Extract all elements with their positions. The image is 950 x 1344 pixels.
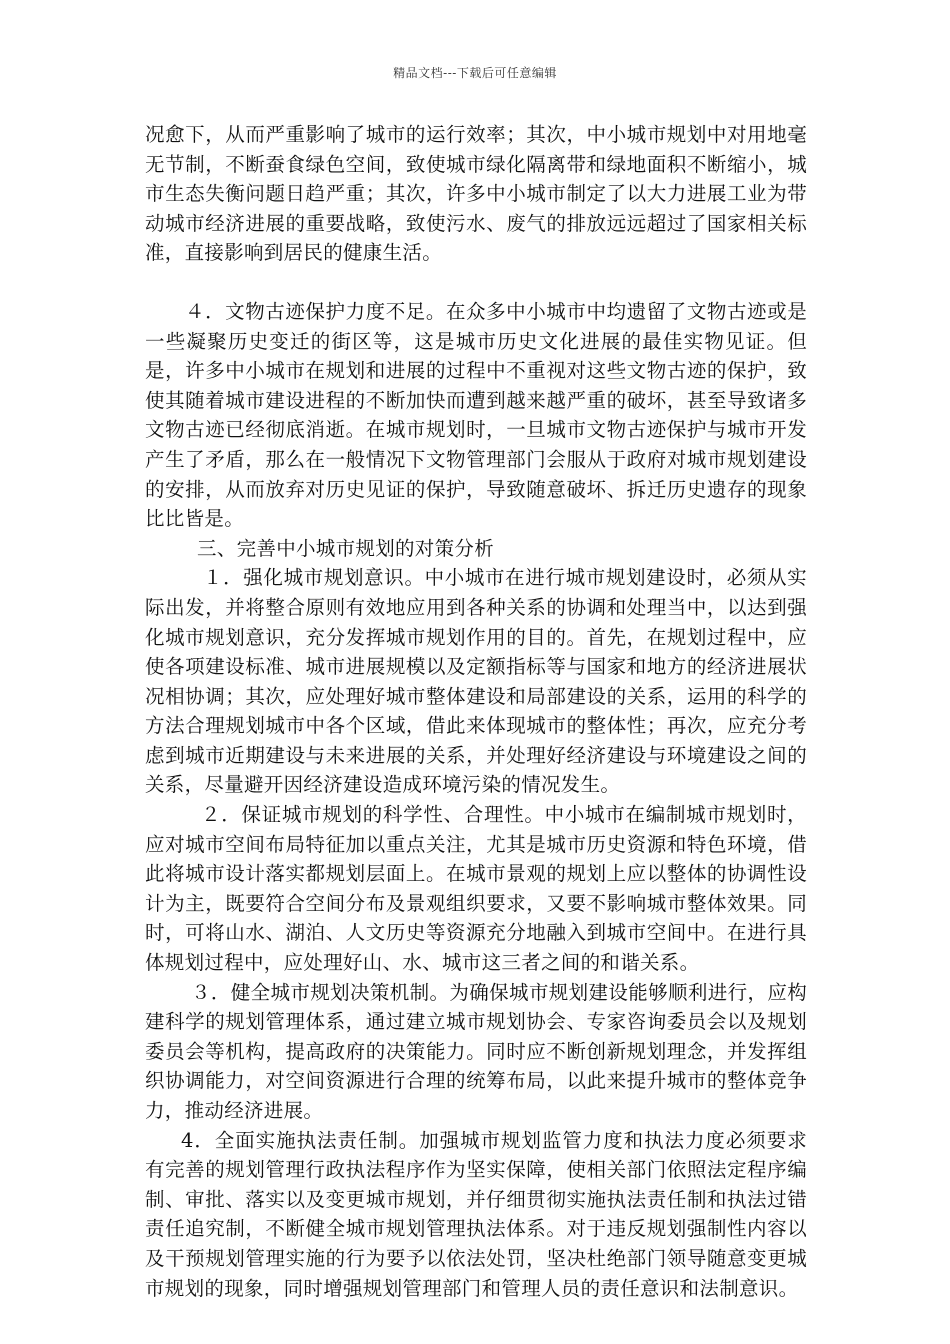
paragraph-countermeasure-4: 4．全面实施执法责任制。加强城市规划监管力度和执法力度必须要求有完善的规划管理行政执法程序作为坚实保障，使相关部门依照法定程序编制、审批、落实以及变更城市规划，并仔细贯彻实施执法责任制和执法过错责任追究制，不断健全城市规划管理执法体系。对于违反规划强制性内容以及干预规划管理实施的行为要予以依法处罚，坚决杜绝部门领导随意变更城市规划的现象，同时增强规划管理部门和管理人员的责任意识和法制意识。 [145,1128,807,1300]
paragraph-countermeasure-2: ２．保证城市规划的科学性、合理性。中小城市在编制城市规划时，应对城市空间布局特征加以重点关注，尤其是城市历史资源和特色环境，借此将城市设计落实都规划层面上。在城市景观的规划上应以整体的协调性设计为主，既要符合空间分布及景观组织要求，又要不影响城市整体效果。同时，可将山水、湖泊、人文历史等资源充分地融入到城市空间中。在进行具体规划过程中，应处理好山、水、城市这三者之间的和谐关系。 [145,803,807,975]
paragraph-intro: 况愈下，从而严重影响了城市的运行效率；其次，中小城市规划中对用地毫无节制，不断蚕食绿色空间，致使城市绿化隔离带和绿地面积不断缩小，城市生态失衡问题日趋严重；其次，许多中小城市制定了以大力进展工业为带动城市经济进展的重要战略，致使污水、废气的排放远远超过了国家相关标准，直接影响到居民的健康生活。 [145,123,807,265]
page-header: 精品文档---下载后可任意编辑 [393,66,557,80]
document-body [145,120,807,1303]
section-heading: 三、完善中小城市规划的对策分析 [197,536,495,560]
paragraph-gap [145,268,807,297]
paragraph-countermeasure-3: ３．健全城市规划决策机制。为确保城市规划建设能够顺利进行，应构建科学的规划管理体系，通过建立城市规划协会、专家咨询委员会以及规划委员会等机构，提高政府的决策能力。同时应不断创新规划理念，并发挥组织协调能力，对空间资源进行合理的统筹布局，以此来提升城市的整体竞争力，推动经济进展。 [145,980,807,1122]
paragraph-item-4: ４．文物古迹保护力度不足。在众多中小城市中均遗留了文物古迹或是一些凝聚历史变迁的街区等，这是城市历史文化进展的最佳实物见证。但是，许多中小城市在规划和进展的过程中不重视对这些文物古迹的保护，致使其随着城市建设进程的不断加快而遭到越来越严重的破坏，甚至导致诸多文物古迹已经彻底消逝。在城市规划时，一旦城市文物古迹保护与城市开发产生了矛盾，那么在一般情况下文物管理部门会服从于政府对城市规划建设的安排，从而放弃对历史见证的保护，导致随意破坏、拆迁历史遗存的现象比比皆是。 [145,299,807,531]
paragraph-countermeasure-1: １．强化城市规划意识。中小城市在进行城市规划建设时，必须从实际出发，并将整合原则有效地应用到各种关系的协调和处理当中，以达到强化城市规划意识，充分发挥城市规划作用的目的。首先，在规划过程中，应使各项建设标准、城市进展规模以及定额指标等与国家和地方的经济进展状况相协调；其次，应处理好城市整体建设和局部建设的关系，运用的科学的方法合理规划城市中各个区域，借此来体现城市的整体性；再次，应充分考虑到城市近期建设与未来进展的关系，并处理好经济建设与环境建设之间的关系，尽量避开因经济建设造成环境污染的情况发生。 [145,566,807,797]
